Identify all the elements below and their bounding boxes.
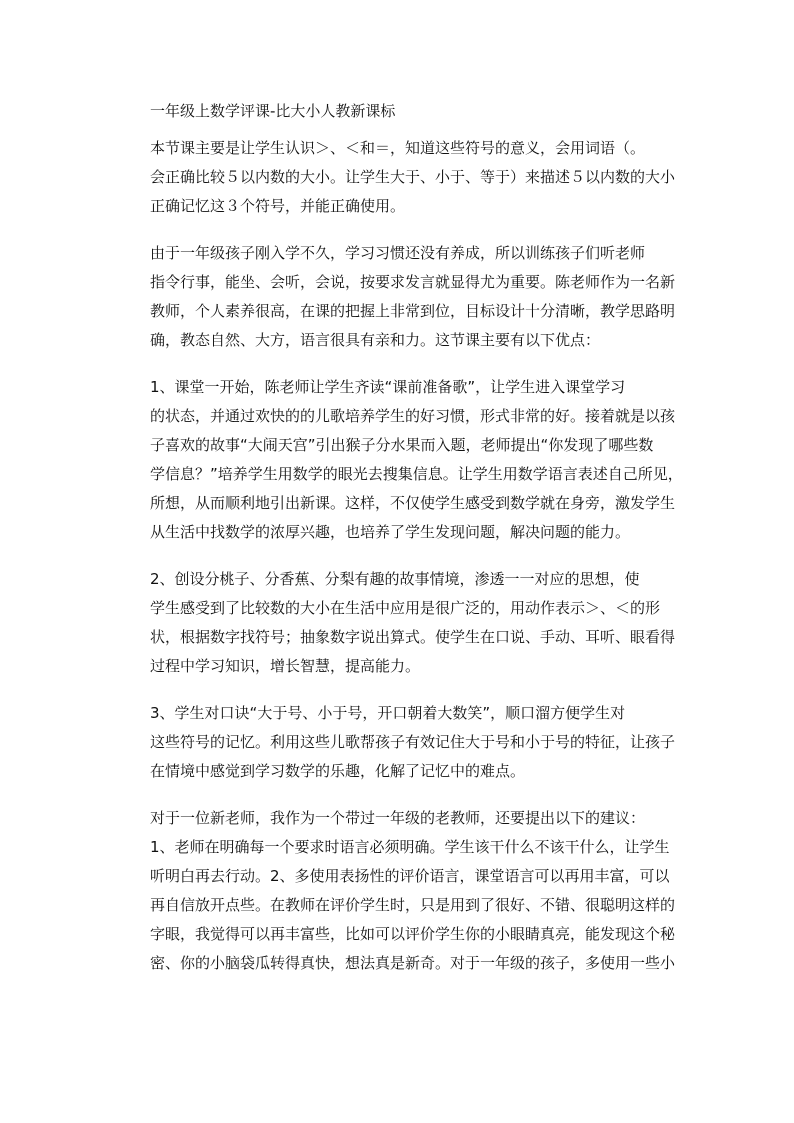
paragraph-line: 再自信放开点些。在教师在评价学生时，只是用到了很好、不错、很聪明这样的 [150,896,676,914]
paragraph-line: 学信息？”培养学生用数学的眼光去搜集信息。让学生用数学语言表述自己所见， [150,465,683,483]
paragraph-line: 学生感受到了比较数的大小在生活中应用是很广泛的，用动作表示＞、＜的形 [150,599,661,617]
paragraph-line: 确，教态自然、大方，语言很具有亲和力。这节课主要有以下优点： [150,331,601,349]
paragraph-line: 会正确比较５以内数的大小。让学生大于、小于、等于）来描述５以内数的大小 [150,168,676,186]
paragraph-line: 听明白再去行动。2、多使用表扬性的评价语言，课堂语言可以再用丰富，可以 [150,867,670,885]
paragraph-line: 子喜欢的故事“大闹天宫”引出猴子分水果而入题，老师提出“你发现了哪些数 [150,436,654,454]
paragraph-line: 1、老师在明确每一个要求时语言必须明确。学生该干什么不该干什么，让学生 [150,838,670,856]
paragraph-line: 3、学生对口诀“大于号、小于号，开口朝着大数笑”，顺口溜方便学生对 [150,704,626,722]
paragraph-line: 正确记忆这３个符号，并能正确使用。 [150,197,406,215]
paragraph-line: 1、课堂一开始，陈老师让学生齐读“课前准备歌”，让学生进入课堂学习 [150,378,626,396]
paragraph-line: 的状态，并通过欢快的的儿歌培养学生的好习惯，形式非常的好。接着就是以孩 [150,407,676,425]
paragraph-line: 对于一位新老师，我作为一个带过一年级的老教师，还要提出以下的建议： [150,809,646,827]
paragraph-line: 所想，从而顺利地引出新课。这样，不仅使学生感受到数学就在身旁，激发学生 [150,494,676,512]
paragraph-line: 字眼，我觉得可以再丰富些，比如可以评价学生你的小眼睛真亮，能发现这个秘 [150,925,676,943]
paragraph-line: 由于一年级孩子刚入学不久，学习习惯还没有养成，所以训练孩子们听老师 [150,244,646,262]
paragraph-6 [118,804,684,978]
paragraph-line: 指令行事，能坐、会听，会说，按要求发言就显得尤为重要。陈老师作为一名新 [150,273,676,291]
document-page [118,96,684,996]
paragraph-line: 这些符号的记忆。利用这些儿歌帮孩子有效记住大于号和小于号的特征，让孩子 [150,733,676,751]
paragraph-2 [118,239,684,355]
paragraph-1 [118,134,684,221]
document-body [118,134,684,978]
paragraph-line: 过程中学习知识，增长智慧，提高能力。 [150,657,421,675]
paragraph-line: 在情境中感觉到学习数学的乐趣，化解了记忆中的难点。 [150,762,526,780]
paragraph-line: 从生活中找数学的浓厚兴趣，也培养了学生发现问题，解决问题的能力。 [150,523,631,541]
paragraph-line: 本节课主要是让学生认识＞、＜和＝，知道这些符号的意义，会用词语（。 [150,139,646,157]
paragraph-5 [118,699,684,786]
paragraph-3 [118,373,684,547]
paragraph-4 [118,565,684,681]
paragraph-line: 2、创设分桃子、分香蕉、分梨有趣的故事情境，渗透一一对应的思想，使 [150,570,640,588]
document-title: 一年级上数学评课-比大小人教新课标 [150,102,396,120]
paragraph-line: 状，根据数字找符号；抽象数字说出算式。使学生在口说、手动、耳听、眼看得 [150,628,676,646]
paragraph-line: 密、你的小脑袋瓜转得真快，想法真是新奇。对于一年级的孩子，多使用一些小 [150,954,676,972]
paragraph-line: 教师，个人素养很高，在课的把握上非常到位，目标设计十分清晰，教学思路明 [150,302,676,320]
